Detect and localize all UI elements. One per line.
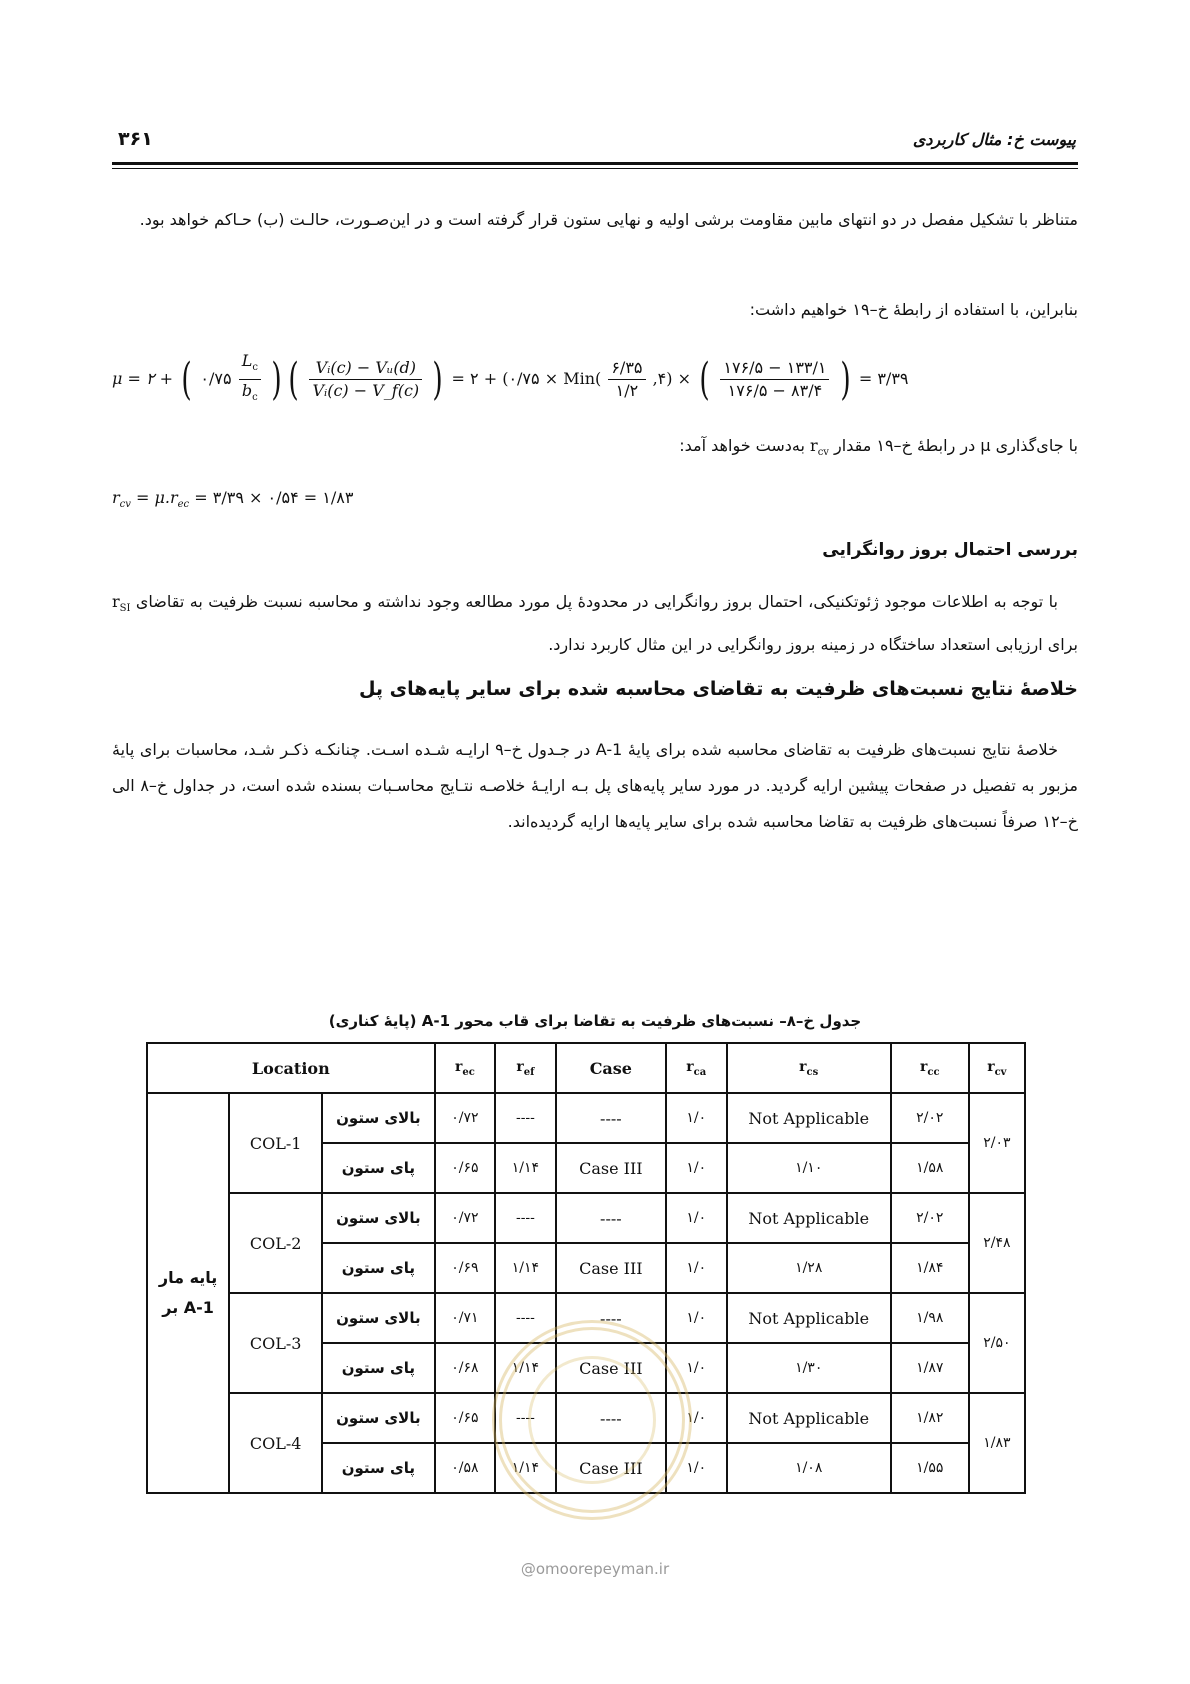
rcs-cell: ۱/۰۸: [727, 1443, 891, 1493]
table-row: [147, 1193, 1025, 1243]
header-rule-thick: [112, 162, 1078, 165]
header-rec: $r_{ec}$: [435, 1043, 496, 1093]
rca-cell: ۱/۰: [666, 1193, 727, 1243]
ref-cell: ۱/۱۴: [495, 1443, 556, 1493]
rcc-cell: ۲/۰۲: [891, 1193, 969, 1243]
rcv-cell: ۱/۸۳: [969, 1393, 1025, 1493]
rcs-cell: Not Applicable: [727, 1093, 891, 1143]
table-row: [147, 1093, 1025, 1143]
rca-cell: ۱/۰: [666, 1293, 727, 1343]
rcc-cell: ۱/۹۸: [891, 1293, 969, 1343]
table-caption: جدول خ–۸– نسبت‌های ظرفیت به تقاضا برای قاب محور A-1 (پایهٔ کناری): [328, 1012, 862, 1030]
watermark-url: @omoorepeyman.ir: [520, 1560, 670, 1578]
watermark-seal: [492, 1320, 692, 1520]
position-cell: پای ستون: [322, 1343, 434, 1393]
rcv-symbol: $r_{cv}$: [810, 436, 829, 459]
ref-cell: ----: [495, 1293, 556, 1343]
case-cell: ----: [556, 1293, 666, 1343]
position-cell: پای ستون: [322, 1243, 434, 1293]
position-cell: پای ستون: [322, 1143, 434, 1193]
table-header-row: [147, 1043, 1025, 1093]
paragraph-substitute: با جای‌گذاری μ در رابطهٔ خ–۱۹ مقدار $r_{cv}$ به‌دست خواهد آمد:: [679, 436, 1078, 459]
header-rca: $r_{ca}$: [666, 1043, 727, 1093]
column-name: COL-3: [229, 1293, 322, 1393]
rec-cell: ۰/۷۲: [435, 1093, 496, 1143]
position-cell: پای ستون: [322, 1443, 434, 1493]
rsl-symbol: $r_{SI}$: [112, 592, 131, 615]
column-name: COL-4: [229, 1393, 322, 1493]
case-cell: ----: [556, 1393, 666, 1443]
rcs-cell: Not Applicable: [727, 1193, 891, 1243]
rcs-cell: ۱/۲۸: [727, 1243, 891, 1293]
rec-cell: ۰/۶۵: [435, 1393, 496, 1443]
fraction-lc-bc: $\frac{L_c}{b_c}$: [239, 350, 261, 409]
rcc-cell: ۲/۰۲: [891, 1093, 969, 1143]
case-cell: ----: [556, 1093, 666, 1143]
rcs-cell: Not Applicable: [727, 1393, 891, 1443]
case-cell: Case III: [556, 1143, 666, 1193]
case-cell: Case III: [556, 1343, 666, 1393]
rcc-cell: ۱/۸۲: [891, 1393, 969, 1443]
rca-cell: ۱/۰: [666, 1343, 727, 1393]
rcc-cell: ۱/۵۵: [891, 1443, 969, 1493]
ref-cell: ۱/۱۴: [495, 1343, 556, 1393]
case-cell: ----: [556, 1193, 666, 1243]
position-cell: بالای ستون: [322, 1293, 434, 1343]
rec-cell: ۰/۷۲: [435, 1193, 496, 1243]
paragraph-summary: خلاصهٔ نتایج نسبت‌های ظرفیت به تقاضای محاسبه شده برای پایهٔ A-1 در جـدول خ–۹ ارایـه شـده اسـت. چنانکـه ذکـر شـد، محاسبات برای پایهٔ مزبور به تفصیل در صفحات پیشین ارایه گردید. در مورد سایر پایه‌های پل بـه ارایـهٔ خلاصـه نتـایج محاسـبات بسنده شده است، در جداول خ–۸ الی خ–۱۲ صرفاً نسبت‌های ظرفیت به تقاضا محاسبه شده برای سایر پایه‌ها ارایه گردیده‌اند.: [112, 740, 1078, 831]
header-ref: $r_{ef}$: [495, 1043, 556, 1093]
formula-rcv: $r_{cv} = \mu.r_{ec}$ = ۳/۳۹ × ۰/۵۴ = ۱/۸۳: [112, 488, 354, 511]
heading-summary: خلاصهٔ نتایج نسبت‌های ظرفیت به تقاضای محاسبه شده برای سایر پایه‌های پل: [358, 678, 1078, 700]
rca-cell: ۱/۰: [666, 1243, 727, 1293]
header-rcs: $r_{cs}$: [727, 1043, 891, 1093]
heading-liquefaction: بررسی احتمال بروز روانگرایی: [822, 540, 1078, 560]
fraction-shear: $\frac{\text{Vᵢ(c) − Vᵤ(d)}}{\text{Vᵢ(c) − V\_f(c)}}$: [309, 357, 422, 402]
rec-cell: ۰/۶۹: [435, 1243, 496, 1293]
rcv-cell: ۲/۴۸: [969, 1193, 1025, 1293]
rcs-cell: ۱/۱۰: [727, 1143, 891, 1193]
rec-cell: ۰/۵۸: [435, 1443, 496, 1493]
formula-mu-lhs: μ = ۲ +: [112, 369, 174, 389]
formula-mu: μ = ۲ + ( ۰/۷۵ $\frac{L_c}{b_c}$ ) ( $\frac{\text{Vᵢ(c) − Vᵤ(d)}}{\text{Vᵢ(c) − V\_f(c)}}$ ) = ۲ + (۰/۷۵ × Min( $\frac{۶/۳۵}{۱/۲}$ ,۴) × ( $\frac{۱۷۶/۵ - ۱۳۳/۱}{۱۷۶/۵ - ۸۳/۴}$ ) = ۳/۳۹: [112, 350, 909, 409]
page-header: [112, 128, 1078, 162]
header-rcc: $r_{cc}$: [891, 1043, 969, 1093]
rca-cell: ۱/۰: [666, 1093, 727, 1143]
paragraph-liquefaction: با توجه به اطلاعات موجود ژئوتکنیکی، احتمال بروز روانگرایی در محدودهٔ پل مورد مطالعه وجود نداشته و محاسبه نسبت ظرفیت به تقاضای $r_{SI}$ برای ارزیابی استعداد ساختگاه در زمینه بروز روانگرایی در این مثال کاربرد ندارد.: [112, 592, 1078, 655]
rcc-cell: ۱/۵۸: [891, 1143, 969, 1193]
position-cell: بالای ستون: [322, 1093, 434, 1143]
rca-cell: ۱/۰: [666, 1393, 727, 1443]
fraction-values: $\frac{۱۷۶/۵ - ۱۳۳/۱}{۱۷۶/۵ - ۸۳/۴}$: [720, 357, 829, 402]
header-case: Case: [556, 1043, 666, 1093]
header-location: Location: [147, 1043, 435, 1093]
rec-cell: ۰/۷۱: [435, 1293, 496, 1343]
rca-cell: ۱/۰: [666, 1443, 727, 1493]
paragraph-therefore: بنابراین، با استفاده از رابطهٔ خ–۱۹ خواهیم داشت:: [749, 300, 1078, 319]
rcs-cell: Not Applicable: [727, 1293, 891, 1343]
header-rcv: $r_{cv}$: [969, 1043, 1025, 1093]
header-rule-thin: [112, 168, 1078, 169]
formula-coef: ۰/۷۵: [200, 369, 232, 389]
ref-cell: ۱/۱۴: [495, 1243, 556, 1293]
rcs-cell: ۱/۳۰: [727, 1343, 891, 1393]
fraction-min: $\frac{۶/۳۵}{۱/۲}$: [608, 357, 645, 402]
rcc-cell: ۱/۸۴: [891, 1243, 969, 1293]
rec-cell: ۰/۶۵: [435, 1143, 496, 1193]
formula-result: = ۳/۳۹: [858, 369, 909, 389]
rcc-cell: ۱/۸۷: [891, 1343, 969, 1393]
rec-cell: ۰/۶۸: [435, 1343, 496, 1393]
case-cell: Case III: [556, 1243, 666, 1293]
rcv-cell: ۲/۰۳: [969, 1093, 1025, 1193]
ref-cell: ۱/۱۴: [495, 1143, 556, 1193]
position-cell: بالای ستون: [322, 1193, 434, 1243]
paragraph-hinge: متناظر با تشکیل مفصل در دو انتهای مابین مقاومت برشی اولیه و نهایی ستون قرار گرفته است و در این‌صـورت، حالـت (ب) حـاکم خواهد بود.: [139, 210, 1078, 229]
ref-cell: ----: [495, 1093, 556, 1143]
column-name: COL-1: [229, 1093, 322, 1193]
case-cell: Case III: [556, 1443, 666, 1493]
pier-label-cell: پایه مار بر A-1: [147, 1093, 229, 1493]
column-name: COL-2: [229, 1193, 322, 1293]
ref-cell: ----: [495, 1193, 556, 1243]
formula-mid: = ۲ + (۰/۷۵ × Min(: [451, 369, 602, 389]
page-number: ۳۶۱: [118, 128, 153, 150]
position-cell: بالای ستون: [322, 1393, 434, 1443]
rcv-cell: ۲/۵۰: [969, 1293, 1025, 1393]
rca-cell: ۱/۰: [666, 1143, 727, 1193]
ref-cell: ----: [495, 1393, 556, 1443]
running-title: پیوست خ: مثال کاربردی: [912, 130, 1076, 149]
